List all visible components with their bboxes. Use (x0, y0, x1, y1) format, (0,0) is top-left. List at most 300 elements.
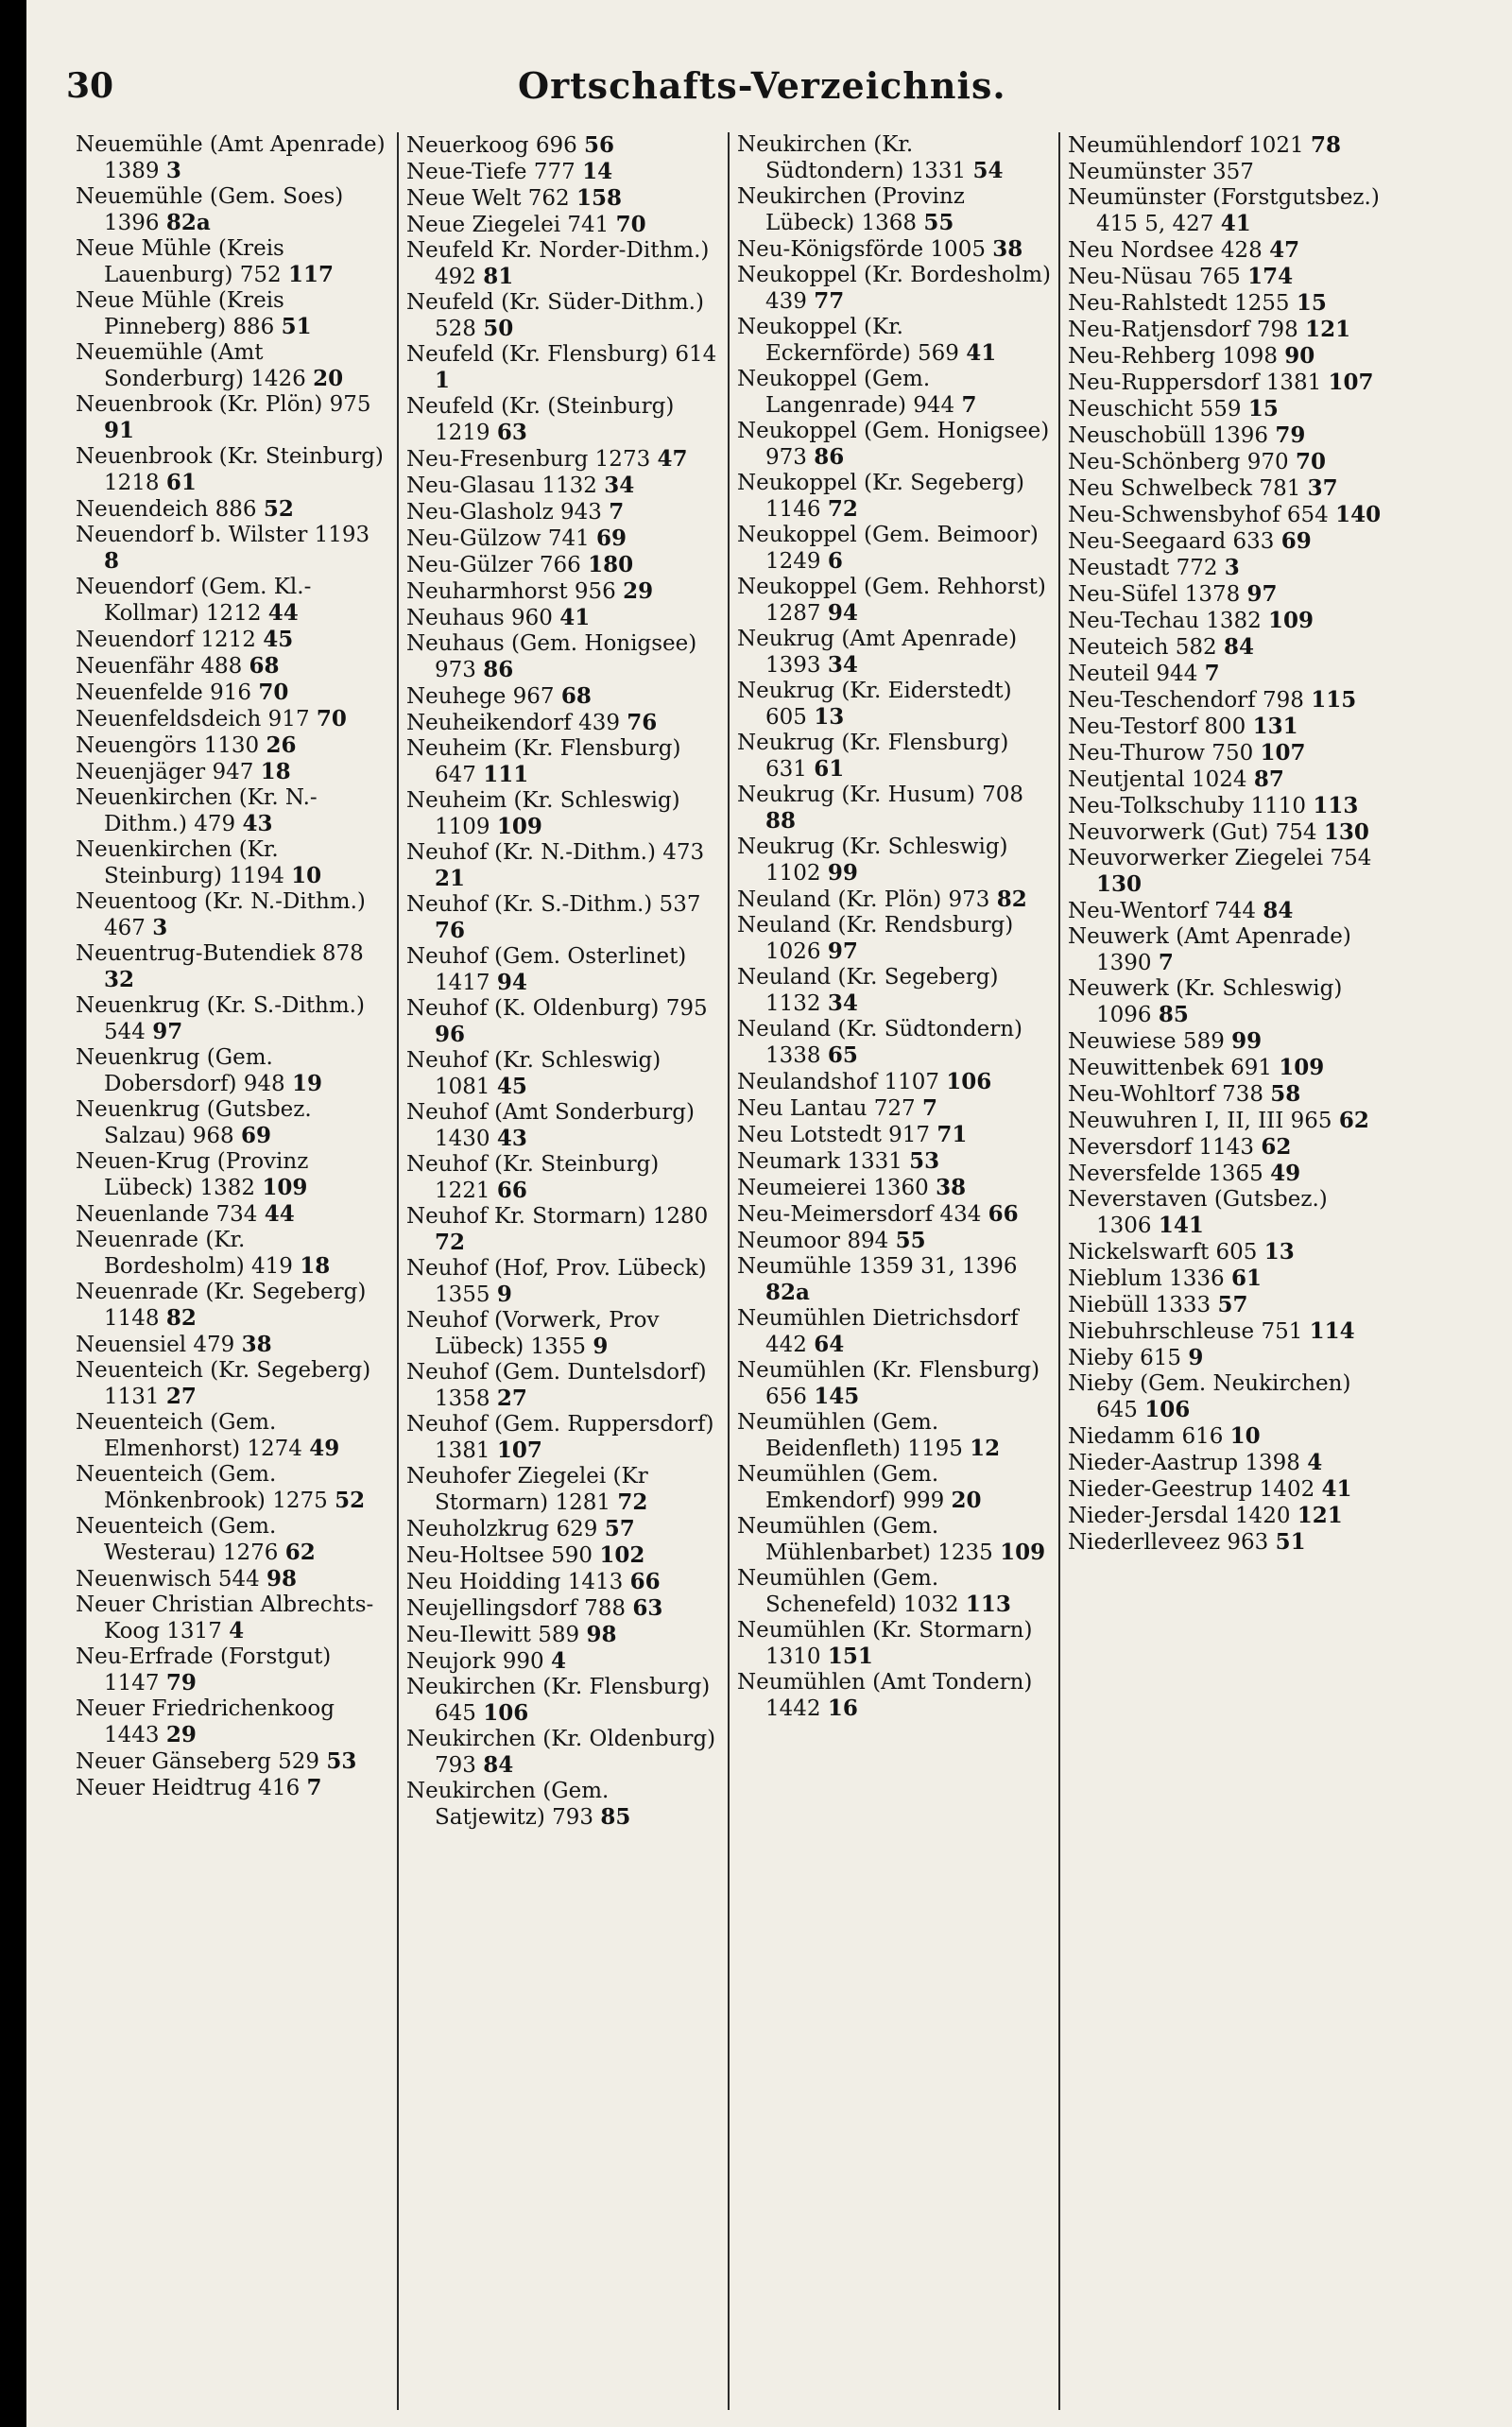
place-name: Neuhof (Vorwerk, Prov Lübeck) 1355 (406, 1308, 660, 1359)
place-reference: 86 (483, 657, 514, 682)
place-entry (1068, 608, 1383, 634)
place-name: Neustadt 772 (1068, 556, 1218, 580)
place-entry (1068, 846, 1383, 898)
place-reference: 8 (104, 548, 120, 574)
place-name: Neuer Friedrichenkoog 1443 (76, 1696, 335, 1747)
place-entry (406, 578, 720, 605)
place-entry (76, 1045, 389, 1097)
place-name: Neuhofer Ziegelei (Kr Stormarn) 1281 (406, 1464, 648, 1515)
place-name: Neuwerk (Amt Apenrade) 1390 (1068, 924, 1351, 975)
place-reference: 109 (262, 1175, 308, 1200)
place-reference: 61 (165, 470, 197, 495)
place-name: Niedamm 616 (1068, 1424, 1224, 1449)
place-reference: 34 (827, 990, 858, 1016)
place-name: Neue Ziegelei 741 (406, 213, 610, 237)
place-reference: 15 (1296, 290, 1327, 316)
place-entry (76, 889, 389, 941)
place-reference: 9 (1188, 1345, 1204, 1370)
place-entry (737, 1017, 1051, 1069)
place-name: Neu-Glasau 1132 (406, 473, 597, 498)
place-reference: 86 (814, 444, 845, 470)
place-name: Neu-Wohltorf 738 (1068, 1082, 1263, 1107)
place-name: Neuenkrug (Kr. S.-Dithm.) 544 (76, 993, 365, 1044)
place-name: Neuwuhren I, II, III 965 (1068, 1109, 1332, 1133)
place-reference: 65 (827, 1042, 858, 1068)
place-reference: 99 (1231, 1028, 1263, 1054)
place-name: Neumünster 357 (1068, 160, 1254, 184)
place-reference: 7 (1158, 950, 1174, 975)
place-entry (737, 1514, 1051, 1566)
place-entry (406, 499, 720, 525)
place-name: Neuenfeldsdeich 917 (76, 707, 310, 732)
place-name: Neu-Fresenburg 1273 (406, 447, 651, 472)
place-name: Neuhaus (Gem. Honigsee) 973 (406, 631, 697, 682)
place-reference: 63 (632, 1595, 663, 1621)
place-name: Nieder-Geestrup 1402 (1068, 1477, 1315, 1502)
place-entry (737, 1148, 1051, 1175)
place-entry (737, 965, 1051, 1017)
place-entry (406, 1100, 720, 1152)
place-name: Neumühlen (Kr. Stormarn) 1310 (737, 1618, 1033, 1669)
place-entry (737, 679, 1051, 731)
place-reference: 50 (483, 316, 514, 341)
place-name: Neukrug (Amt Apenrade) 1393 (737, 627, 1018, 678)
place-reference: 84 (483, 1752, 514, 1778)
place-name: Neuenteich (Gem. Mönkenbrook) 1275 (76, 1462, 328, 1513)
place-name: Neuen-Krug (Provinz Lübeck) 1382 (76, 1149, 309, 1200)
place-reference: 62 (1338, 1108, 1369, 1133)
place-entry (76, 1410, 389, 1462)
place-name: Neu-Rehberg 1098 (1068, 344, 1278, 369)
place-reference: 38 (992, 236, 1023, 262)
place-reference: 130 (1323, 819, 1369, 845)
place-name: Neu-Testorf 800 (1068, 714, 1246, 739)
place-reference: 96 (435, 1022, 466, 1047)
index-columns (68, 132, 1429, 2410)
place-entry (1068, 634, 1383, 661)
place-reference: 109 (1279, 1055, 1325, 1080)
place-name: Neukoppel (Gem. Beimoor) 1249 (737, 523, 1039, 574)
place-name: Neumeierei 1360 (737, 1176, 929, 1200)
place-name: Neuvorwerk (Gut) 754 (1068, 820, 1317, 845)
place-reference: 41 (1321, 1476, 1352, 1502)
place-reference: 109 (1268, 608, 1314, 633)
place-reference: 84 (1223, 634, 1254, 660)
place-name: Neukirchen (Kr. Oldenburg) 793 (406, 1727, 716, 1778)
place-entry (737, 1410, 1051, 1462)
place-entry (406, 1569, 720, 1595)
place-name: Neumühlen (Kr. Flensburg) 656 (737, 1358, 1040, 1409)
place-entry (1068, 1423, 1383, 1450)
place-reference: 44 (264, 1201, 295, 1227)
place-name: Nieblum 1336 (1068, 1266, 1225, 1291)
place-name: Neumoor 894 (737, 1229, 889, 1253)
place-name: Neukoppel (Gem. Langenrade) 944 (737, 367, 955, 418)
place-entry (1068, 976, 1383, 1028)
place-reference: 115 (1311, 687, 1357, 713)
place-entry (1068, 1345, 1383, 1371)
place-name: Neu-Techau 1382 (1068, 609, 1262, 633)
place-name: Neuwiese 589 (1068, 1029, 1225, 1054)
place-entry (737, 731, 1051, 783)
place-entry (76, 496, 389, 523)
place-entry (1068, 1318, 1383, 1345)
place-reference: 18 (260, 759, 291, 784)
place-reference: 151 (827, 1644, 873, 1669)
place-name: Neuenteich (Gem. Westerau) 1276 (76, 1514, 279, 1565)
place-reference: 70 (1296, 449, 1327, 474)
place-entry (406, 788, 720, 840)
place-name: Neukirchen (Gem. Satjewitz) 793 (406, 1779, 610, 1830)
place-reference: 107 (1328, 370, 1374, 395)
place-reference: 113 (965, 1592, 1011, 1617)
place-entry (76, 1696, 389, 1748)
place-reference: 87 (1253, 766, 1284, 792)
place-name: Neuemühle (Gem. Soes) 1396 (76, 184, 344, 235)
place-reference: 10 (291, 863, 322, 888)
place-entry (737, 1228, 1051, 1254)
place-reference: 52 (335, 1488, 366, 1513)
place-entry (1068, 1265, 1383, 1292)
place-name: Neuhof (K. Oldenburg) 795 (406, 996, 708, 1021)
place-name: Neumünster (Forstgutsbez.) 415 5, 427 (1068, 185, 1380, 236)
place-name: Nieby (Gem. Neukirchen) 645 (1068, 1371, 1351, 1422)
place-entry (737, 1122, 1051, 1148)
place-reference: 7 (921, 1095, 937, 1121)
place-entry (1068, 714, 1383, 740)
place-reference: 7 (306, 1775, 322, 1800)
place-entry (76, 236, 389, 288)
place-reference: 38 (936, 1175, 967, 1200)
page-number: 30 (66, 66, 114, 106)
place-reference: 20 (313, 366, 344, 391)
place-reference: 68 (249, 653, 280, 679)
place-reference: 43 (496, 1126, 527, 1151)
place-reference: 84 (1263, 898, 1294, 923)
place-reference: 26 (266, 732, 297, 758)
place-name: Niebuhrschleuse 751 (1068, 1319, 1303, 1344)
place-name: Neukoppel (Kr. Eckernförde) 569 (737, 315, 959, 366)
place-name: Neuengörs 1130 (76, 733, 260, 758)
place-entry (1068, 317, 1383, 343)
place-reference: 34 (827, 652, 858, 678)
place-entry (406, 736, 720, 788)
place-entry (76, 132, 389, 184)
place-entry (406, 1048, 720, 1100)
place-reference: 97 (1246, 581, 1278, 607)
place-reference: 3 (165, 158, 181, 183)
place-entry (406, 1675, 720, 1727)
place-reference: 37 (1307, 475, 1338, 501)
place-entry (1068, 396, 1383, 422)
place-entry (737, 315, 1051, 367)
place-name: Neuhof (Gem. Osterlinet) 1417 (406, 944, 687, 995)
place-name: Neuwittenbek 691 (1068, 1056, 1272, 1080)
place-reference: 109 (1000, 1540, 1046, 1565)
place-entry (76, 1592, 389, 1644)
place-entry (1068, 1187, 1383, 1239)
place-entry (1068, 1476, 1383, 1503)
place-entry (76, 184, 389, 236)
place-reference: 13 (1263, 1239, 1295, 1265)
place-name: Neumühlen (Gem. Emkendorf) 999 (737, 1462, 945, 1513)
place-reference: 27 (165, 1384, 197, 1409)
place-entry (406, 473, 720, 499)
place-entry (406, 996, 720, 1048)
place-entry (406, 1516, 720, 1542)
place-reference: 45 (263, 627, 294, 652)
place-name: Neujork 990 (406, 1649, 544, 1674)
place-name: Neukirchen (Kr. Südtondern) 1331 (737, 132, 967, 183)
place-name: Neuenwisch 544 (76, 1567, 260, 1592)
place-name: Neu-Glasholz 943 (406, 500, 602, 525)
place-name: Neuendorf 1212 (76, 628, 256, 652)
place-name: Neukrug (Kr. Flensburg) 631 (737, 731, 1009, 782)
place-reference: 180 (588, 552, 634, 577)
place-name: Neulandshof 1107 (737, 1070, 939, 1094)
place-reference: 1 (435, 368, 451, 393)
place-reference: 106 (946, 1069, 992, 1094)
place-reference: 77 (814, 288, 845, 314)
place-name: Neuteich 582 (1068, 635, 1217, 660)
place-reference: 82a (765, 1280, 810, 1305)
place-entry (76, 1332, 389, 1358)
place-reference: 71 (936, 1122, 968, 1147)
place-reference: 21 (435, 866, 466, 891)
place-name: Neu-Wentorf 744 (1068, 899, 1257, 923)
place-name: Neukoppel (Kr. Segeberg) 1146 (737, 471, 1025, 522)
place-name: Neue Mühle (Kreis Lauenburg) 752 (76, 236, 284, 287)
place-entry (76, 1748, 389, 1775)
place-reference: 109 (496, 814, 542, 839)
place-entry (76, 523, 389, 575)
place-name: Neu Lotstedt 917 (737, 1123, 931, 1147)
place-entry (406, 710, 720, 736)
place-reference: 113 (1313, 793, 1359, 818)
place-entry (737, 1566, 1051, 1618)
place-reference: 55 (895, 1228, 926, 1253)
place-reference: 41 (559, 605, 591, 630)
page-header (26, 55, 1512, 112)
place-reference: 114 (1309, 1318, 1355, 1344)
place-entry (1068, 1161, 1383, 1187)
place-reference: 79 (1275, 422, 1306, 448)
place-name: Neumühlen (Gem. Beidenfleth) 1195 (737, 1410, 963, 1461)
place-name: Neuer Heidtrug 416 (76, 1776, 301, 1800)
place-entry (76, 288, 389, 340)
place-entry (1068, 528, 1383, 555)
place-reference: 20 (951, 1488, 982, 1513)
place-reference: 79 (165, 1670, 197, 1695)
place-name: Neue Welt 762 (406, 186, 570, 211)
place-entry (406, 132, 720, 159)
place-name: Neuharmhorst 956 (406, 579, 616, 604)
place-reference: 97 (152, 1019, 183, 1044)
place-name: Neumühlendorf 1021 (1068, 133, 1304, 158)
place-entry (1068, 370, 1383, 396)
place-reference: 94 (496, 970, 527, 995)
place-entry (737, 1069, 1051, 1095)
place-entry (76, 1462, 389, 1514)
place-reference: 121 (1305, 317, 1351, 342)
place-entry (406, 212, 720, 238)
place-name: Neuhof (Kr. N.-Dithm.) 473 (406, 840, 705, 865)
place-entry (406, 631, 720, 683)
place-entry (406, 892, 720, 944)
place-reference: 19 (292, 1071, 323, 1096)
place-name: Neuteil 944 (1068, 662, 1198, 686)
place-name: Neuhege 967 (406, 684, 555, 709)
place-name: Neuvorwerker Ziegelei 754 (1068, 846, 1372, 870)
place-name: Neue Mühle (Kreis Pinneberg) 886 (76, 288, 284, 339)
place-name: Neuenkirchen (Kr. N.-Dithm.) 479 (76, 785, 318, 836)
place-reference: 9 (593, 1334, 609, 1359)
place-reference: 32 (104, 967, 135, 992)
place-reference: 82 (165, 1305, 197, 1331)
place-entry (1068, 1028, 1383, 1055)
place-name: Neumühle 1359 31, 1396 (737, 1254, 1018, 1279)
place-entry (737, 783, 1051, 835)
place-entry (1068, 581, 1383, 608)
place-reference: 76 (627, 710, 658, 735)
place-reference: 53 (326, 1748, 357, 1774)
place-entry (737, 419, 1051, 471)
place-reference: 43 (242, 811, 273, 836)
place-name: Neuemühle (Amt Apenrade) 1389 (76, 132, 386, 183)
place-entry (406, 840, 720, 892)
place-name: Neukrug (Kr. Eiderstedt) 605 (737, 679, 1012, 730)
place-reference: 4 (229, 1618, 245, 1644)
place-name: Neuensiel 479 (76, 1333, 235, 1357)
place-entry (737, 913, 1051, 965)
place-reference: 174 (1247, 264, 1294, 289)
place-entry (737, 1618, 1051, 1670)
place-reference: 4 (550, 1648, 566, 1674)
place-entry (737, 1462, 1051, 1514)
place-name: Neversfelde 1365 (1068, 1162, 1263, 1186)
place-entry (406, 1622, 720, 1648)
place-name: Neuenkrug (Gutsbez. Salzau) 968 (76, 1097, 312, 1148)
place-entry (737, 575, 1051, 627)
place-reference: 16 (827, 1695, 858, 1721)
place-name: Neu-Ilewitt 589 (406, 1623, 580, 1647)
place-name: Neumark 1331 (737, 1149, 902, 1174)
place-reference: 78 (1311, 132, 1342, 158)
place-entry (76, 1149, 389, 1201)
place-reference: 29 (623, 578, 654, 604)
place-entry (406, 159, 720, 185)
place-name: Neuland (Kr. Plön) 973 (737, 887, 990, 912)
place-entry (1068, 661, 1383, 687)
place-reference: 14 (582, 159, 613, 184)
place-entry (737, 132, 1051, 184)
place-reference: 94 (827, 600, 858, 626)
place-entry (406, 944, 720, 996)
place-reference: 51 (281, 314, 312, 339)
place-reference: 41 (966, 340, 997, 366)
place-name: Neu-Königsförde 1005 (737, 237, 986, 262)
place-reference: 66 (629, 1569, 661, 1594)
place-name: Neuendorf (Gem. Kl.-Kollmar) 1212 (76, 575, 312, 626)
place-name: Neufeld (Kr. Flensburg) 614 (406, 342, 717, 367)
place-name: Neuenteich (Kr. Segeberg) 1131 (76, 1358, 371, 1409)
place-entry (1068, 1529, 1383, 1556)
place-name: Neuwerk (Kr. Schleswig) 1096 (1068, 976, 1343, 1027)
place-reference: 98 (586, 1622, 617, 1647)
place-name: Neuholzkrug 629 (406, 1517, 598, 1541)
place-entry (737, 367, 1051, 419)
place-reference: 72 (827, 496, 858, 522)
place-name: Neukoppel (Kr. Bordesholm) 439 (737, 263, 1051, 314)
place-reference: 12 (970, 1436, 1001, 1461)
place-entry (76, 1201, 389, 1228)
place-entry (76, 627, 389, 653)
place-name: Neuemühle (Amt Sonderburg) 1426 (76, 340, 306, 391)
place-entry (737, 471, 1051, 523)
place-name: Neue-Tiefe 777 (406, 160, 576, 184)
place-name: Neumühlen (Gem. Mühlenbarbet) 1235 (737, 1514, 993, 1565)
index-column-3 (730, 132, 1060, 2410)
place-entry (1068, 290, 1383, 317)
place-name: Neuschicht 559 (1068, 397, 1242, 422)
place-entry (406, 1727, 720, 1779)
place-name: Neufeld (Kr. Süder-Dithm.) 528 (406, 290, 704, 341)
place-entry (406, 1542, 720, 1569)
place-entry (76, 1228, 389, 1280)
place-entry (406, 394, 720, 446)
place-name: Neukoppel (Gem. Rehhorst) 1287 (737, 575, 1046, 626)
place-reference: 34 (604, 473, 635, 498)
place-reference: 29 (165, 1722, 197, 1747)
place-name: Neuland (Kr. Rendsburg) 1026 (737, 913, 1014, 964)
place-name: Neukrug (Kr. Husum) 708 (737, 783, 1024, 807)
place-name: Neuenbrook (Kr. Steinburg) 1218 (76, 444, 384, 495)
place-entry (1068, 237, 1383, 264)
place-entry (1068, 132, 1383, 159)
place-entry (406, 1152, 720, 1204)
place-reference: 70 (258, 680, 289, 705)
index-column-1 (68, 132, 399, 2410)
place-entry (76, 1097, 389, 1149)
place-reference: 41 (1220, 211, 1251, 236)
place-entry (76, 444, 389, 496)
place-name: Neuhof (Hof, Prov. Lübeck) 1355 (406, 1256, 707, 1307)
place-name: Neukirchen (Provinz Lübeck) 1368 (737, 184, 965, 235)
place-name: Neufeld (Kr. (Steinburg) 1219 (406, 394, 675, 445)
place-entry (76, 653, 389, 680)
place-reference: 70 (615, 212, 646, 237)
place-name: Neumühlen (Gem. Schenefeld) 1032 (737, 1566, 959, 1617)
place-name: Neuland (Kr. Südtondern) 1338 (737, 1017, 1023, 1068)
place-reference: 68 (560, 683, 592, 709)
place-entry (76, 575, 389, 627)
place-reference: 56 (584, 132, 615, 158)
place-name: Neuhof (Kr. Steinburg) 1221 (406, 1152, 660, 1203)
place-name: Neu-Gülzow 741 (406, 526, 590, 551)
place-name: Neuschobüll 1396 (1068, 423, 1268, 448)
place-reference: 130 (1096, 871, 1143, 897)
place-entry (1068, 449, 1383, 475)
place-reference: 7 (1204, 661, 1220, 686)
place-entry (1068, 422, 1383, 449)
place-name: Neuer Gänseberg 529 (76, 1749, 320, 1774)
place-reference: 45 (496, 1074, 527, 1099)
place-reference: 44 (267, 600, 299, 626)
place-entry (1068, 1450, 1383, 1476)
place-reference: 141 (1158, 1213, 1204, 1238)
place-entry (76, 680, 389, 706)
place-name: Neu-Seegaard 633 (1068, 529, 1275, 554)
